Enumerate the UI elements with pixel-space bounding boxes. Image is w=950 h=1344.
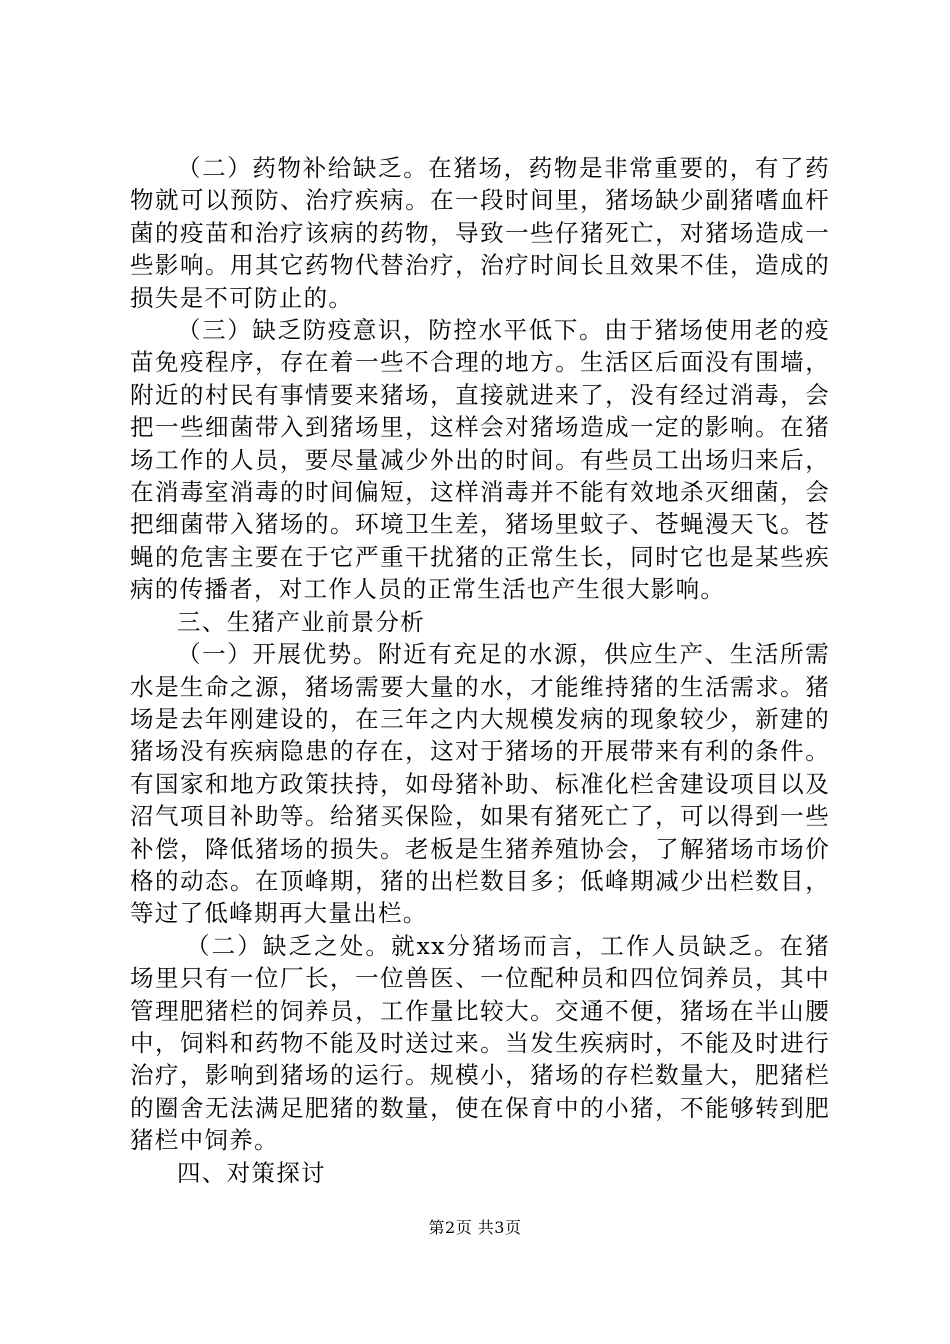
paragraph-drug-shortage: （二）药物补给缺乏。在猪场，药物是非常重要的，有了药物就可以预防、治疗疾病。在一段时间里，猪场缺少副猪嗜血杆菌的疫苗和治疗该病的药物，导致一些仔猪死亡，对猪场造成一些影响。用其它药物代替治疗，治疗时间长且效果不佳，造成的损失是不可防止的。 <box>130 154 830 312</box>
paragraph-epidemic-prevention: （三）缺乏防疫意识，防控水平低下。由于猪场使用老的疫苗免疫程序，存在着一些不合理的地方。生活区后面没有围墙，附近的村民有事情要来猪场，直接就进来了，没有经过消毒，会把一些细菌带入到猪场里，这样会对猪场造成一定的影响。在猪场工作的人员，要尽量减少外出的时间。有些员工出场归来后，在消毒室消毒的时间偏短，这样消毒并不能有效地杀灭细菌，会把细菌带入猪场的。环境卫生差，猪场里蚊子、苍蝇漫天飞。苍蝇的危害主要在于它严重干扰猪的正常生长，同时它也是某些疾病的传播者，对工作人员的正常生活也产生很大影响。 <box>130 316 830 604</box>
page-number-label: 第2页 共3页 <box>428 1218 522 1237</box>
paragraph-shortcomings: （二）缺乏之处。就xx分猪场而言，工作人员缺乏。在猪场里只有一位厂长，一位兽医、一位配种员和四位饲养员，其中管理肥猪栏的饲养员，工作量比较大。交通不便，猪场在半山腰中，饲料和药物不能及时送过来。当发生疾病时，不能及时进行治疗，影响到猪场的运行。规模小，猪场的存栏数量大，肥猪栏的圈舍无法满足肥猪的数量，使在保育中的小猪，不能够转到肥猪栏中饲养。 <box>130 931 830 1155</box>
section-heading-countermeasures: 四、对策探讨 <box>177 1158 326 1187</box>
document-body <box>130 152 830 1189</box>
paragraph-advantages: （一）开展优势。附近有充足的水源，供应生产、生活所需水是生命之源，猪场需要大量的水，才能维持猪的生活需求。猪场是去年刚建设的，在三年之内大规模发病的现象较少，新建的猪场没有疾病隐患的存在，这对于猪场的开展带来有利的条件。有国家和地方政策扶持，如母猪补助、标准化栏舍建设项目以及沼气项目补助等。给猪买保险，如果有猪死亡了，可以得到一些补偿，降低猪场的损失。老板是生猪养殖协会，了解猪场市场价格的动态。在顶峰期，猪的出栏数目多；低峰期减少出栏数目，等过了低峰期再大量出栏。 <box>130 640 830 928</box>
page-footer <box>0 1218 950 1238</box>
section-heading-industry-outlook: 三、生猪产业前景分析 <box>177 607 425 636</box>
